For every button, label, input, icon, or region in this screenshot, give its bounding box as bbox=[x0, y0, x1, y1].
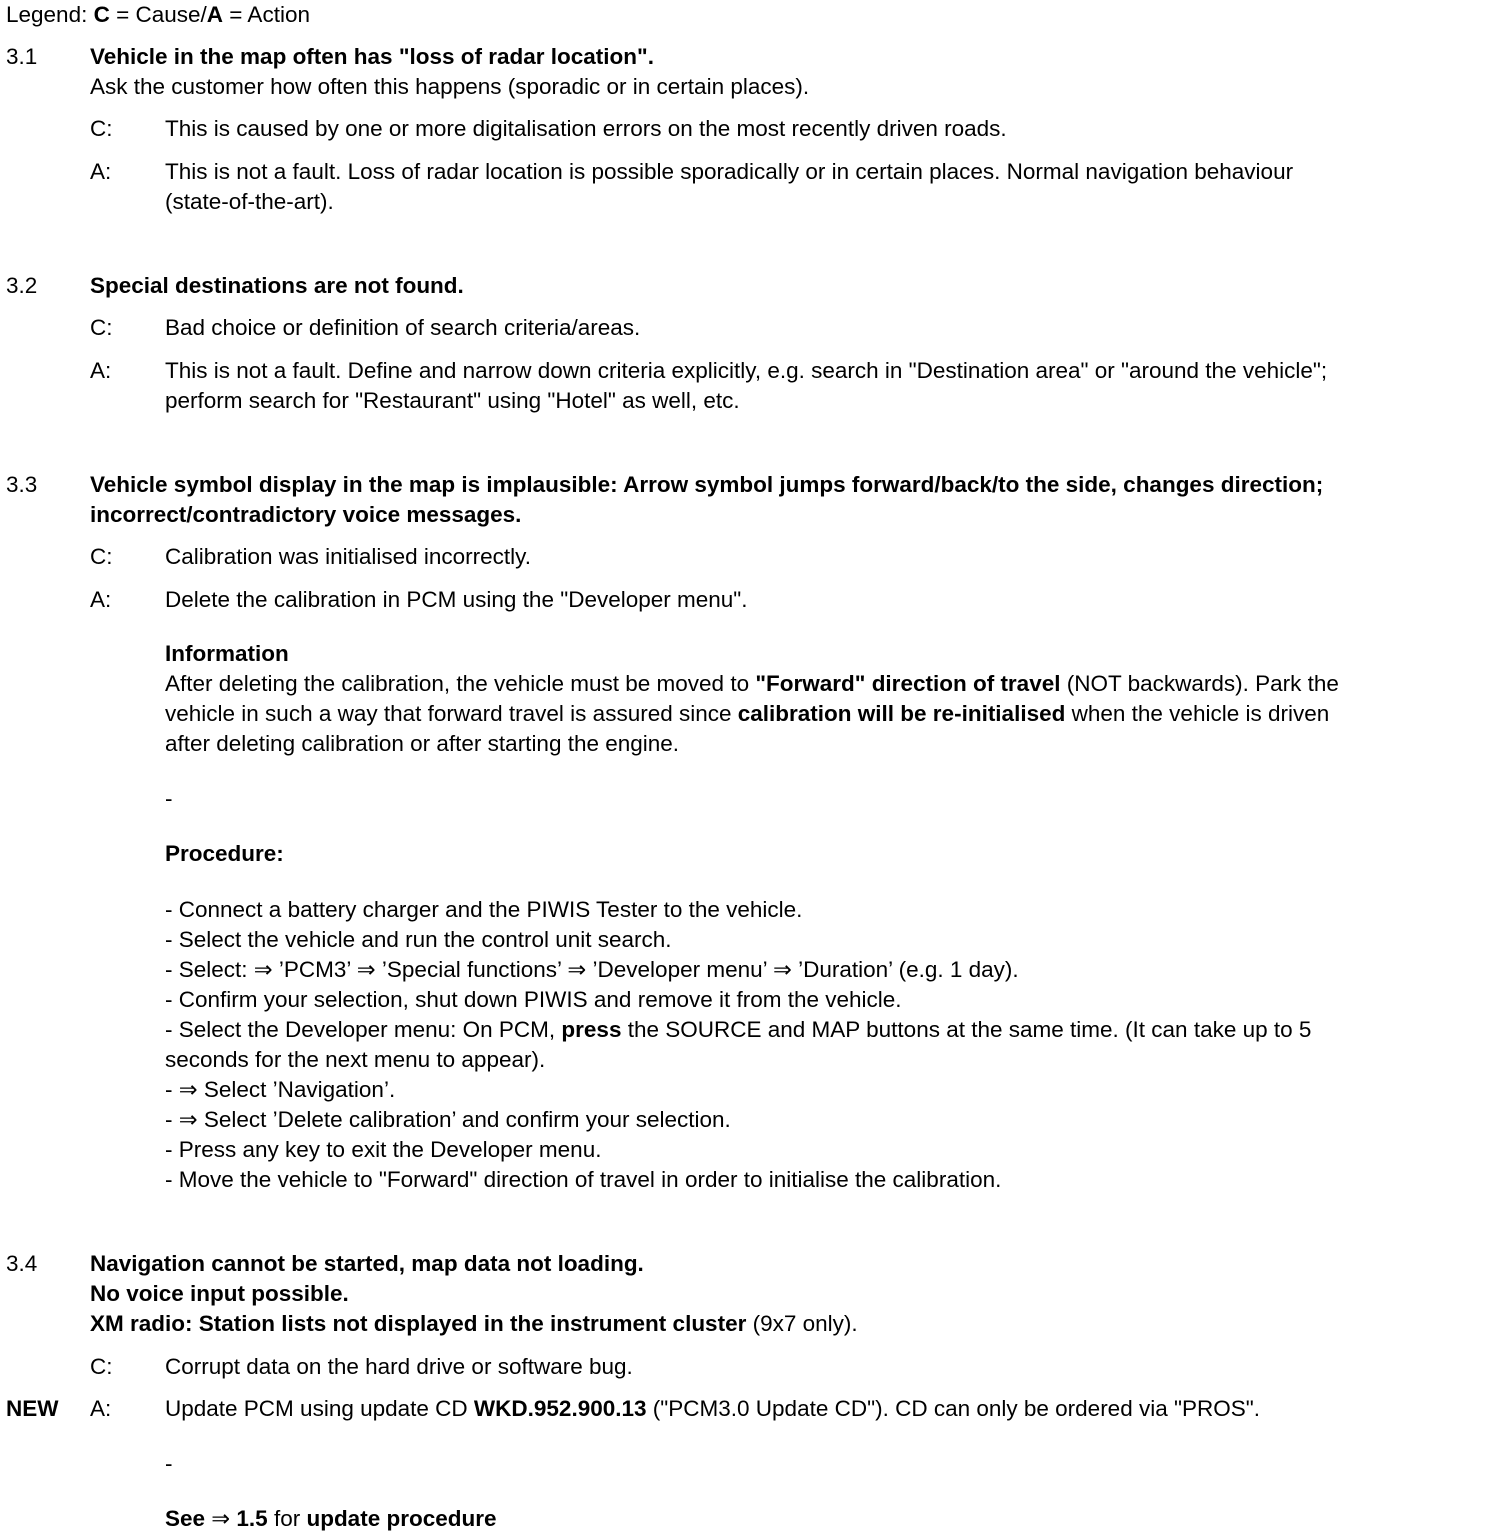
procedure-heading: Procedure: bbox=[165, 841, 284, 866]
reference-number: 1.5 bbox=[236, 1506, 268, 1531]
cause-label-3-4: C: bbox=[90, 1354, 113, 1379]
see-reference-link[interactable] bbox=[165, 1504, 496, 1534]
information-line3: after deleting calibration or after starting the engine. bbox=[165, 731, 680, 756]
procedure-step: - ⇒ Select ’Delete calibration’ and confirm your selection. bbox=[165, 1107, 731, 1132]
legend-a-text: = Action bbox=[223, 2, 310, 27]
information-line2-b: calibration will be re-initialised bbox=[737, 701, 1066, 726]
cause-label-3-3: C: bbox=[90, 544, 113, 569]
procedure-step-5-a: - Select the Developer menu: On PCM, bbox=[165, 1017, 562, 1042]
update-cd-part-number: WKD.952.900.13 bbox=[473, 1396, 647, 1421]
action-text-3-4-a: Update PCM using update CD bbox=[165, 1396, 474, 1421]
procedure-step: - ⇒ Select ’Navigation’. bbox=[165, 1077, 396, 1102]
section-title-3-3-line1: Vehicle symbol display in the map is implausible: Arrow symbol jumps forward/back/to the side, changes direction; bbox=[90, 472, 1324, 497]
information-line2-c: when the vehicle is driven bbox=[1065, 701, 1330, 726]
cause-text-3-1: This is caused by one or more digitalisation errors on the most recently driven roads. bbox=[165, 116, 1007, 141]
procedure-step-5-b: press bbox=[561, 1017, 622, 1042]
cause-label-3-1: C: bbox=[90, 116, 113, 141]
section-number-3-1: 3.1 bbox=[6, 44, 38, 69]
legend bbox=[6, 0, 310, 30]
action-text-3-2-line1: This is not a fault. Define and narrow down criteria explicitly, e.g. search in "Destination area" or "around the vehicle"; bbox=[165, 358, 1328, 383]
procedure-step bbox=[165, 1015, 1311, 1045]
cause-text-3-2: Bad choice or definition of search criteria/areas. bbox=[165, 315, 641, 340]
information-line2-a: vehicle in such a way that forward travel is assured since bbox=[165, 701, 738, 726]
information-line2 bbox=[165, 699, 1329, 729]
action-label-3-4: A: bbox=[90, 1396, 112, 1421]
dash-separator: - bbox=[165, 1451, 173, 1476]
action-text-3-3: Delete the calibration in PCM using the "Developer menu". bbox=[165, 587, 748, 612]
see-for: for bbox=[267, 1506, 307, 1531]
information-line1-b: "Forward" direction of travel bbox=[755, 671, 1061, 696]
arrow-icon: ⇒ bbox=[205, 1506, 237, 1531]
see-label: See bbox=[165, 1506, 206, 1531]
action-text-3-4-c: ("PCM3.0 Update CD"). CD can only be ordered via "PROS". bbox=[646, 1396, 1260, 1421]
procedure-step: - Confirm your selection, shut down PIWIS and remove it from the vehicle. bbox=[165, 987, 902, 1012]
action-label-3-1: A: bbox=[90, 159, 112, 184]
section-title-3-4-line3-bold: XM radio: Station lists not displayed in the instrument cluster bbox=[90, 1311, 747, 1336]
action-text-3-2-line2: perform search for "Restaurant" using "Hotel" as well, etc. bbox=[165, 388, 740, 413]
procedure-step: seconds for the next menu to appear). bbox=[165, 1047, 546, 1072]
section-title-3-4-line3 bbox=[90, 1309, 858, 1339]
legend-c-text: = Cause/ bbox=[109, 2, 207, 27]
action-label-3-2: A: bbox=[90, 358, 112, 383]
procedure-step: - Press any key to exit the Developer menu. bbox=[165, 1137, 602, 1162]
section-number-3-2: 3.2 bbox=[6, 273, 38, 298]
section-number-3-3: 3.3 bbox=[6, 472, 38, 497]
section-title-3-4-line1: Navigation cannot be started, map data not loading. bbox=[90, 1251, 644, 1276]
dash-separator: - bbox=[165, 786, 173, 811]
procedure-step: - Move the vehicle to "Forward" direction of travel in order to initialise the calibration. bbox=[165, 1167, 1002, 1192]
cause-text-3-3: Calibration was initialised incorrectly. bbox=[165, 544, 531, 569]
action-label-3-3: A: bbox=[90, 587, 112, 612]
information-line1-c: (NOT backwards). Park the bbox=[1060, 671, 1339, 696]
action-text-3-4 bbox=[165, 1394, 1260, 1424]
procedure-step: - Select: ⇒ ’PCM3’ ⇒ ’Special functions’ ⇒ ’Developer menu’ ⇒ ’Duration’ (e.g. 1 day). bbox=[165, 957, 1019, 982]
action-text-3-1-line2: (state-of-the-art). bbox=[165, 189, 334, 214]
section-title-3-4-line2: No voice input possible. bbox=[90, 1281, 349, 1306]
new-badge: NEW bbox=[6, 1396, 59, 1421]
information-line1 bbox=[165, 669, 1339, 699]
cause-label-3-2: C: bbox=[90, 315, 113, 340]
action-text-3-1-line1: This is not a fault. Loss of radar location is possible sporadically or in certain places. Normal navigation behaviour bbox=[165, 159, 1294, 184]
legend-a: A bbox=[206, 2, 224, 27]
cause-text-3-4: Corrupt data on the hard drive or software bug. bbox=[165, 1354, 633, 1379]
section-title-3-2: Special destinations are not found. bbox=[90, 273, 464, 298]
section-title-3-4-line3-rest: (9x7 only). bbox=[746, 1311, 858, 1336]
information-heading: Information bbox=[165, 641, 289, 666]
legend-c: C bbox=[93, 2, 110, 27]
legend-prefix: Legend: bbox=[6, 2, 94, 27]
section-subtitle-3-1: Ask the customer how often this happens (sporadic or in certain places). bbox=[90, 74, 810, 99]
section-title-3-3-line2: incorrect/contradictory voice messages. bbox=[90, 502, 522, 527]
reference-title: update procedure bbox=[306, 1506, 497, 1531]
information-line1-a: After deleting the calibration, the vehicle must be moved to bbox=[165, 671, 756, 696]
section-title-3-1: Vehicle in the map often has "loss of radar location". bbox=[90, 44, 654, 69]
section-number-3-4: 3.4 bbox=[6, 1251, 38, 1276]
procedure-step: - Connect a battery charger and the PIWIS Tester to the vehicle. bbox=[165, 897, 803, 922]
procedure-step: - Select the vehicle and run the control unit search. bbox=[165, 927, 672, 952]
procedure-step-5-c: the SOURCE and MAP buttons at the same time. (It can take up to 5 bbox=[621, 1017, 1312, 1042]
